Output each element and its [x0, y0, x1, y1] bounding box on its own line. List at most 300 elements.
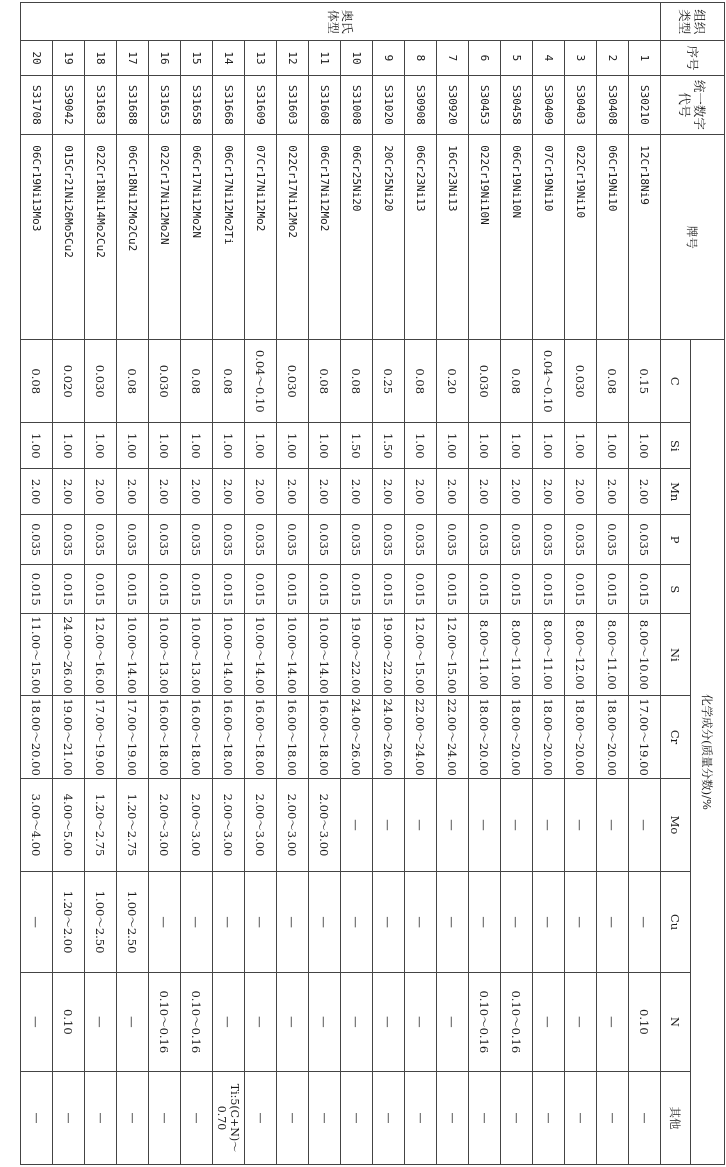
cell-si: 1.00 — [85, 423, 117, 469]
cell-si: 1.00 — [533, 423, 565, 469]
cell-other: — — [469, 1071, 501, 1164]
cell-s: 0.015 — [53, 565, 85, 614]
header-element: Si — [661, 423, 691, 469]
cell-ni: 10.00～13.00 — [181, 614, 213, 696]
cell-c: 0.08 — [181, 340, 213, 423]
cell-s: 0.015 — [245, 565, 277, 614]
cell-n: 0.10 — [629, 972, 661, 1071]
header-grade: 牌号 — [661, 135, 725, 340]
cell-s: 0.015 — [149, 565, 181, 614]
cell-cu: — — [405, 872, 437, 972]
cell-p: 0.035 — [469, 515, 501, 565]
cell-code: S39042 — [53, 75, 85, 135]
cell-cr: 18.00～20.00 — [469, 696, 501, 778]
table-row — [117, 3, 149, 1165]
cell-mn: 2.00 — [469, 469, 501, 515]
cell-ni: 10.00～14.00 — [245, 614, 277, 696]
cell-serial: 16 — [149, 41, 181, 75]
cell-cr: 22.00～24.00 — [437, 696, 469, 778]
cell-serial: 13 — [245, 41, 277, 75]
table-row — [437, 3, 469, 1165]
cell-serial: 8 — [405, 41, 437, 75]
cell-serial: 7 — [437, 41, 469, 75]
cell-n: — — [597, 972, 629, 1071]
cell-code: S31653 — [149, 75, 181, 135]
cell-other: — — [21, 1071, 53, 1164]
table-row — [501, 3, 533, 1165]
cell-mn: 2.00 — [85, 469, 117, 515]
cell-ni: 12.00～15.00 — [437, 614, 469, 696]
cell-mn: 2.00 — [629, 469, 661, 515]
cell-serial: 20 — [21, 41, 53, 75]
cell-mo: — — [341, 778, 373, 872]
cell-cu: — — [277, 872, 309, 972]
header-element: Cu — [661, 872, 691, 972]
cell-p: 0.035 — [437, 515, 469, 565]
cell-mn: 2.00 — [213, 469, 245, 515]
cell-mo: 3.00～4.00 — [21, 778, 53, 872]
cell-p: 0.035 — [565, 515, 597, 565]
table-row — [149, 3, 181, 1165]
composition-table — [20, 2, 725, 1165]
cell-other: — — [565, 1071, 597, 1164]
cell-serial: 17 — [117, 41, 149, 75]
cell-s: 0.015 — [533, 565, 565, 614]
cell-c: 0.04～0.10 — [533, 340, 565, 423]
table-row — [469, 3, 501, 1165]
table-row — [629, 3, 661, 1165]
table-body — [21, 3, 661, 1165]
cell-c: 0.030 — [85, 340, 117, 423]
cell-mo: — — [597, 778, 629, 872]
cell-grade: 015Cr21Ni26Mo5Cu2 — [53, 135, 85, 340]
cell-mo: — — [373, 778, 405, 872]
cell-other: — — [341, 1071, 373, 1164]
cell-other: — — [533, 1071, 565, 1164]
cell-serial: 2 — [597, 41, 629, 75]
cell-si: 1.00 — [565, 423, 597, 469]
cell-si: 1.00 — [245, 423, 277, 469]
cell-cu: — — [181, 872, 213, 972]
cell-mn: 2.00 — [149, 469, 181, 515]
cell-cr: 17.00～19.00 — [85, 696, 117, 778]
cell-s: 0.015 — [405, 565, 437, 614]
cell-s: 0.015 — [597, 565, 629, 614]
header-element: P — [661, 515, 691, 565]
cell-n: — — [533, 972, 565, 1071]
table-row — [245, 3, 277, 1165]
cell-ni: 10.00～13.00 — [149, 614, 181, 696]
cell-code: S30210 — [629, 75, 661, 135]
cell-p: 0.035 — [629, 515, 661, 565]
cell-cu: — — [597, 872, 629, 972]
cell-ni: 10.00～14.00 — [309, 614, 341, 696]
cell-cr: 16.00～18.00 — [277, 696, 309, 778]
cell-cr: 24.00～26.00 — [373, 696, 405, 778]
cell-grade: 06Cr17Ni12Mo2 — [309, 135, 341, 340]
cell-grade: 022Cr19Ni10N — [469, 135, 501, 340]
cell-cr: 19.00～21.00 — [53, 696, 85, 778]
cell-grade: 022Cr17Ni12Mo2N — [149, 135, 181, 340]
cell-mo: 2.00～3.00 — [213, 778, 245, 872]
header-element: Ni — [661, 614, 691, 696]
cell-ni: 10.00～14.00 — [213, 614, 245, 696]
cell-n: — — [277, 972, 309, 1071]
cell-c: 0.030 — [277, 340, 309, 423]
cell-n: 0.10～0.16 — [469, 972, 501, 1071]
cell-mo: — — [469, 778, 501, 872]
cell-si: 1.00 — [437, 423, 469, 469]
cell-cu: — — [341, 872, 373, 972]
cell-n: — — [21, 972, 53, 1071]
cell-c: 0.25 — [373, 340, 405, 423]
cell-n: 0.10～0.16 — [501, 972, 533, 1071]
cell-grade: 022Cr19Ni10 — [565, 135, 597, 340]
cell-mn: 2.00 — [117, 469, 149, 515]
cell-s: 0.015 — [85, 565, 117, 614]
cell-cu: — — [21, 872, 53, 972]
cell-cu: — — [629, 872, 661, 972]
cell-code: S31020 — [373, 75, 405, 135]
cell-n: — — [565, 972, 597, 1071]
cell-other: — — [85, 1071, 117, 1164]
cell-grade: 06Cr19Ni10N — [501, 135, 533, 340]
cell-code: S30908 — [405, 75, 437, 135]
cell-mn: 2.00 — [277, 469, 309, 515]
cell-si: 1.00 — [501, 423, 533, 469]
header-element: S — [661, 565, 691, 614]
cell-mn: 2.00 — [501, 469, 533, 515]
cell-other: — — [309, 1071, 341, 1164]
cell-n: — — [405, 972, 437, 1071]
cell-other: — — [437, 1071, 469, 1164]
cell-other: — — [629, 1071, 661, 1164]
header-composition: 化学成分(质量分数)/% — [691, 340, 725, 1165]
cell-other: — — [53, 1071, 85, 1164]
cell-p: 0.035 — [53, 515, 85, 565]
cell-mo: — — [565, 778, 597, 872]
cell-grade: 06Cr23Ni13 — [405, 135, 437, 340]
cell-mn: 2.00 — [341, 469, 373, 515]
header-code: 统一数字代号 — [661, 75, 725, 135]
cell-s: 0.015 — [277, 565, 309, 614]
cell-s: 0.015 — [309, 565, 341, 614]
cell-mn: 2.00 — [309, 469, 341, 515]
cell-code: S31708 — [21, 75, 53, 135]
cell-other: — — [149, 1071, 181, 1164]
cell-cu: — — [309, 872, 341, 972]
cell-s: 0.015 — [437, 565, 469, 614]
cell-cu: — — [565, 872, 597, 972]
cell-serial: 3 — [565, 41, 597, 75]
cell-cr: 17.00～19.00 — [117, 696, 149, 778]
cell-c: 0.08 — [117, 340, 149, 423]
cell-mo: — — [629, 778, 661, 872]
cell-cr: 18.00～20.00 — [501, 696, 533, 778]
cell-n: — — [437, 972, 469, 1071]
cell-ni: 8.00～11.00 — [597, 614, 629, 696]
table-row — [597, 3, 629, 1165]
cell-c: 0.08 — [341, 340, 373, 423]
cell-s: 0.015 — [501, 565, 533, 614]
cell-ni: 24.00～26.00 — [53, 614, 85, 696]
cell-code: S31609 — [245, 75, 277, 135]
cell-other: — — [277, 1071, 309, 1164]
table-row — [405, 3, 437, 1165]
table-row — [341, 3, 373, 1165]
cell-cr: 18.00～20.00 — [533, 696, 565, 778]
cell-n: 0.10～0.16 — [181, 972, 213, 1071]
header-element: N — [661, 972, 691, 1071]
header-element: Mo — [661, 778, 691, 872]
cell-cu: — — [149, 872, 181, 972]
cell-grade: 06Cr17Ni12Mo2N — [181, 135, 213, 340]
cell-p: 0.035 — [309, 515, 341, 565]
cell-ni: 19.00～22.00 — [341, 614, 373, 696]
cell-grade: 022Cr18Ni14Mo2Cu2 — [85, 135, 117, 340]
cell-s: 0.015 — [469, 565, 501, 614]
cell-n: — — [245, 972, 277, 1071]
cell-ni: 10.00～14.00 — [117, 614, 149, 696]
cell-n: — — [309, 972, 341, 1071]
cell-si: 1.00 — [21, 423, 53, 469]
cell-c: 0.15 — [629, 340, 661, 423]
cell-serial: 12 — [277, 41, 309, 75]
cell-cr: 16.00～18.00 — [309, 696, 341, 778]
table-row — [565, 3, 597, 1165]
cell-other: — — [501, 1071, 533, 1164]
cell-p: 0.035 — [117, 515, 149, 565]
cell-serial: 10 — [341, 41, 373, 75]
cell-cu: 1.00～2.50 — [117, 872, 149, 972]
cell-c: 0.08 — [309, 340, 341, 423]
cell-si: 1.00 — [629, 423, 661, 469]
cell-serial: 15 — [181, 41, 213, 75]
cell-mn: 2.00 — [21, 469, 53, 515]
cell-serial: 4 — [533, 41, 565, 75]
cell-grade: 06Cr19Ni10 — [597, 135, 629, 340]
cell-si: 1.00 — [469, 423, 501, 469]
cell-serial: 5 — [501, 41, 533, 75]
cell-cu: — — [533, 872, 565, 972]
cell-mo: 1.20～2.75 — [85, 778, 117, 872]
cell-mo: 1.20～2.75 — [117, 778, 149, 872]
cell-cu: — — [469, 872, 501, 972]
cell-code: S31658 — [181, 75, 213, 135]
cell-code: S31668 — [213, 75, 245, 135]
group-label: 奥氏体型 — [21, 3, 661, 41]
cell-code: S30458 — [501, 75, 533, 135]
cell-p: 0.035 — [405, 515, 437, 565]
cell-cr: 22.00～24.00 — [405, 696, 437, 778]
cell-p: 0.035 — [245, 515, 277, 565]
cell-cr: 16.00～18.00 — [181, 696, 213, 778]
header-element: Mn — [661, 469, 691, 515]
cell-p: 0.035 — [21, 515, 53, 565]
cell-c: 0.08 — [405, 340, 437, 423]
cell-s: 0.015 — [117, 565, 149, 614]
table-row — [213, 3, 245, 1165]
cell-cr: 17.00～19.00 — [629, 696, 661, 778]
cell-grade: 16Cr23Ni13 — [437, 135, 469, 340]
cell-s: 0.015 — [629, 565, 661, 614]
cell-other: — — [597, 1071, 629, 1164]
cell-n: — — [213, 972, 245, 1071]
cell-c: 0.030 — [565, 340, 597, 423]
cell-c: 0.08 — [597, 340, 629, 423]
cell-s: 0.015 — [373, 565, 405, 614]
cell-mn: 2.00 — [597, 469, 629, 515]
cell-cr: 18.00～20.00 — [565, 696, 597, 778]
cell-mo: 2.00～3.00 — [245, 778, 277, 872]
cell-mo: 2.00～3.00 — [309, 778, 341, 872]
cell-code: S30403 — [565, 75, 597, 135]
cell-grade: 06Cr17Ni12Mo2Ti — [213, 135, 245, 340]
cell-code: S30453 — [469, 75, 501, 135]
header-element: C — [661, 340, 691, 423]
cell-grade: 07Cr19Ni10 — [533, 135, 565, 340]
header-serial: 序号 — [661, 41, 725, 75]
table-row — [309, 3, 341, 1165]
cell-other: — — [117, 1071, 149, 1164]
cell-cu: 1.20～2.00 — [53, 872, 85, 972]
cell-ni: 12.00～16.00 — [85, 614, 117, 696]
cell-p: 0.035 — [181, 515, 213, 565]
cell-cr: 16.00～18.00 — [149, 696, 181, 778]
cell-si: 1.00 — [117, 423, 149, 469]
table-row — [181, 3, 213, 1165]
cell-p: 0.035 — [149, 515, 181, 565]
cell-c: 0.04～0.10 — [245, 340, 277, 423]
cell-cu: — — [437, 872, 469, 972]
cell-code: S31608 — [309, 75, 341, 135]
cell-p: 0.035 — [501, 515, 533, 565]
cell-cu: — — [373, 872, 405, 972]
cell-c: 0.030 — [149, 340, 181, 423]
cell-serial: 1 — [629, 41, 661, 75]
cell-si: 1.00 — [181, 423, 213, 469]
table-row — [533, 3, 565, 1165]
cell-code: S30920 — [437, 75, 469, 135]
cell-p: 0.035 — [213, 515, 245, 565]
cell-p: 0.035 — [597, 515, 629, 565]
cell-cu: — — [245, 872, 277, 972]
cell-mn: 2.00 — [245, 469, 277, 515]
cell-mn: 2.00 — [405, 469, 437, 515]
cell-mo: 2.00～3.00 — [181, 778, 213, 872]
cell-mo: 4.00～5.00 — [53, 778, 85, 872]
cell-serial: 6 — [469, 41, 501, 75]
cell-ni: 19.00～22.00 — [373, 614, 405, 696]
header-category: 组织类型 — [661, 3, 725, 41]
cell-si: 1.50 — [341, 423, 373, 469]
header-element: 其他 — [661, 1071, 691, 1164]
table-row — [21, 3, 53, 1165]
cell-grade: 12Cr18Ni9 — [629, 135, 661, 340]
cell-si: 1.00 — [405, 423, 437, 469]
cell-mn: 2.00 — [565, 469, 597, 515]
cell-mo: — — [405, 778, 437, 872]
cell-si: 1.00 — [213, 423, 245, 469]
cell-grade: 07Cr17Ni12Mo2 — [245, 135, 277, 340]
cell-cr: 18.00～20.00 — [21, 696, 53, 778]
cell-mo: — — [437, 778, 469, 872]
cell-ni: 8.00～12.00 — [565, 614, 597, 696]
header-element: Cr — [661, 696, 691, 778]
cell-ni: 11.00～15.00 — [21, 614, 53, 696]
cell-n: 0.10 — [53, 972, 85, 1071]
cell-other: — — [181, 1071, 213, 1164]
cell-n: — — [373, 972, 405, 1071]
cell-c: 0.20 — [437, 340, 469, 423]
cell-grade: 022Cr17Ni12Mo2 — [277, 135, 309, 340]
cell-grade: 06Cr19Ni13Mo3 — [21, 135, 53, 340]
cell-mo: 2.00～3.00 — [149, 778, 181, 872]
cell-serial: 9 — [373, 41, 405, 75]
cell-cr: 16.00～18.00 — [245, 696, 277, 778]
table-row — [53, 3, 85, 1165]
table-row — [85, 3, 117, 1165]
cell-ni: 8.00～11.00 — [533, 614, 565, 696]
cell-cu: — — [213, 872, 245, 972]
cell-mo: — — [501, 778, 533, 872]
cell-s: 0.015 — [565, 565, 597, 614]
cell-other: — — [373, 1071, 405, 1164]
cell-ni: 8.00～11.00 — [501, 614, 533, 696]
cell-serial: 11 — [309, 41, 341, 75]
cell-code: S31683 — [85, 75, 117, 135]
cell-cr: 18.00～20.00 — [597, 696, 629, 778]
cell-serial: 19 — [53, 41, 85, 75]
cell-serial: 18 — [85, 41, 117, 75]
cell-s: 0.015 — [341, 565, 373, 614]
cell-cr: 16.00～18.00 — [213, 696, 245, 778]
cell-si: 1.00 — [53, 423, 85, 469]
cell-cr: 24.00～26.00 — [341, 696, 373, 778]
cell-mn: 2.00 — [373, 469, 405, 515]
cell-mn: 2.00 — [53, 469, 85, 515]
cell-n: — — [341, 972, 373, 1071]
cell-p: 0.035 — [341, 515, 373, 565]
cell-si: 1.50 — [373, 423, 405, 469]
cell-p: 0.035 — [373, 515, 405, 565]
table-row — [373, 3, 405, 1165]
cell-serial: 14 — [213, 41, 245, 75]
cell-si: 1.00 — [277, 423, 309, 469]
cell-s: 0.015 — [213, 565, 245, 614]
cell-mn: 2.00 — [437, 469, 469, 515]
cell-grade: 06Cr18Ni12Mo2Cu2 — [117, 135, 149, 340]
cell-grade: 20Cr25Ni20 — [373, 135, 405, 340]
cell-mo: 2.00～3.00 — [277, 778, 309, 872]
cell-code: S31008 — [341, 75, 373, 135]
cell-n: — — [117, 972, 149, 1071]
table-header — [661, 3, 725, 1165]
cell-code: S31603 — [277, 75, 309, 135]
cell-ni: 8.00～10.00 — [629, 614, 661, 696]
cell-p: 0.035 — [533, 515, 565, 565]
cell-other: — — [405, 1071, 437, 1164]
cell-ni: 10.00～14.00 — [277, 614, 309, 696]
cell-si: 1.00 — [149, 423, 181, 469]
cell-other: — — [245, 1071, 277, 1164]
cell-c: 0.08 — [21, 340, 53, 423]
cell-grade: 06Cr25Ni20 — [341, 135, 373, 340]
cell-n: 0.10～0.16 — [149, 972, 181, 1071]
cell-mn: 2.00 — [181, 469, 213, 515]
cell-c: 0.08 — [213, 340, 245, 423]
cell-si: 1.00 — [309, 423, 341, 469]
